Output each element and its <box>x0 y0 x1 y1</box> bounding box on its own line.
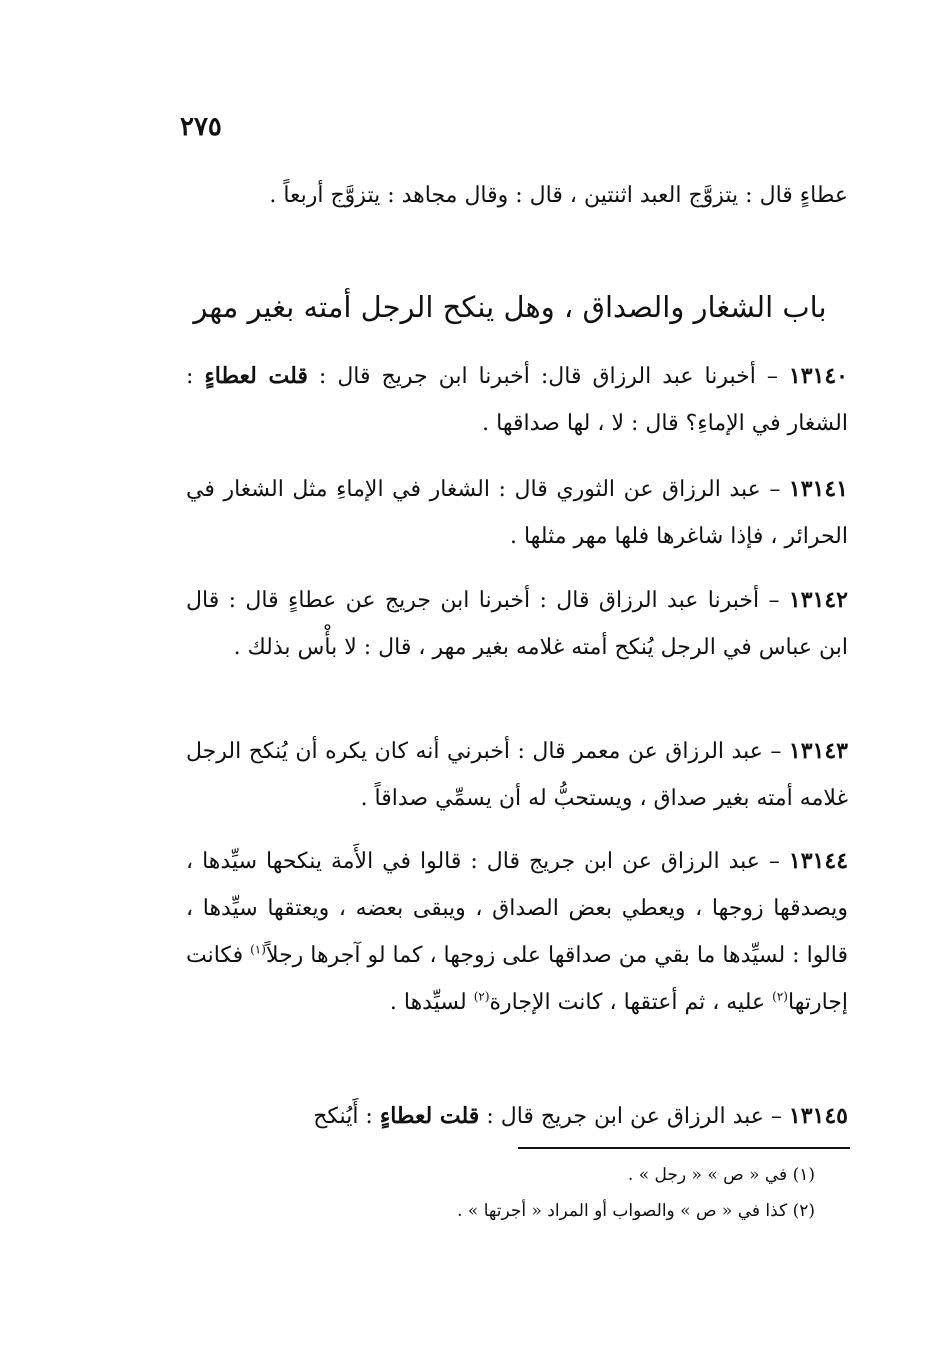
hadith-13145 <box>186 1093 848 1140</box>
dash: – <box>770 1104 782 1129</box>
hadith-text: أخبرنا عبد الرزاق قال : أخبرنا ابن جريج عن عطاءٍ قال : قال ابن عباس في الرجل يُنكح أمته غلامه بغير مهر ، قال : لا بأْس بذلك . <box>186 588 848 660</box>
hadith-text-end: لسيِّدها . <box>389 990 474 1015</box>
dash: – <box>770 739 782 764</box>
footnote-ref: (١) <box>250 942 266 957</box>
footnote-ref: (٢) <box>772 989 788 1004</box>
hadith-number: ١٣١٤٥ <box>788 1103 848 1129</box>
dash: – <box>768 588 780 613</box>
hadith-text: أخبرنا عبد الرزاق قال: أخبرنا ابن جريج قال : <box>318 364 756 389</box>
hadith-bold-phrase: قلت لعطاءٍ <box>204 363 308 389</box>
hadith-text: عبد الرزاق عن ابن جريج قال : <box>486 1104 764 1129</box>
hadith-number: ١٣١٤١ <box>788 476 848 502</box>
hadith-text-cont: فكانت إجارتها <box>186 943 848 1015</box>
hadith-text: عبد الرزاق عن معمر قال : أخبرني أنه كان يكره أن يُنكح الرجل غلامه أمته بغير صداق ، ويستحبُّ له أن يسمِّي صداقاً . <box>186 739 848 811</box>
dash: – <box>769 477 781 502</box>
hadith-number: ١٣١٤٤ <box>788 848 849 874</box>
hadith-13143 <box>186 728 848 822</box>
hadith-number: ١٣١٤٢ <box>788 587 848 613</box>
hadith-13142 <box>186 577 848 671</box>
dash: – <box>768 849 780 874</box>
hadith-13140 <box>186 353 848 447</box>
intro-paragraph: عطاءٍ قال : يتزوَّج العبد اثنتين ، قال : وقال مجاهد : يتزوَّج أربعاً . <box>269 183 848 208</box>
hadith-number: ١٣١٤٠ <box>788 363 848 389</box>
footnote-1: (١) في « ص » « رجل » . <box>627 1165 815 1185</box>
footnote-divider <box>518 1147 850 1149</box>
footnote-2: (٢) كذا في « ص » والصواب أو المراد « أجرتها » . <box>457 1201 815 1221</box>
hadith-text-rest: : أَيُنكح <box>313 1104 373 1129</box>
hadith-bold-phrase: قلت لعطاءٍ <box>379 1103 480 1129</box>
chapter-title: باب الشغار والصداق ، وهل ينكح الرجل أمته بغير مهر <box>193 290 827 324</box>
hadith-text-rest: : الشغار في الإماءِ؟ قال : لا ، لها صداقها . <box>186 364 848 436</box>
hadith-13144 <box>186 838 848 1026</box>
hadith-text-cont: عليه ، ثم أعتقها ، كانت الإجارة <box>489 990 773 1015</box>
hadith-13141 <box>186 466 848 560</box>
dash: – <box>766 364 778 389</box>
hadith-text: عبد الرزاق عن الثوري قال : الشغار في الإماءِ مثل الشغار في الحرائر ، فإذا شاغرها فلها مهر مثلها . <box>186 477 848 549</box>
hadith-text: عبد الرزاق عن ابن جريج قال : قالوا في الأَمة ينكحها سيِّدها ، ويصدقها زوجها ، ويعطي بعض الصداق ، ويبقى بعضه ، ويعتقها سيِّدها ، قالوا : لسيِّدها ما بقي من صداقها على زوجها ، كما لو آجرها رجلاً <box>186 849 848 968</box>
page-number: ٢٧٥ <box>180 112 222 142</box>
hadith-number: ١٣١٤٣ <box>788 738 848 764</box>
footnote-ref: (٢) <box>473 989 490 1004</box>
